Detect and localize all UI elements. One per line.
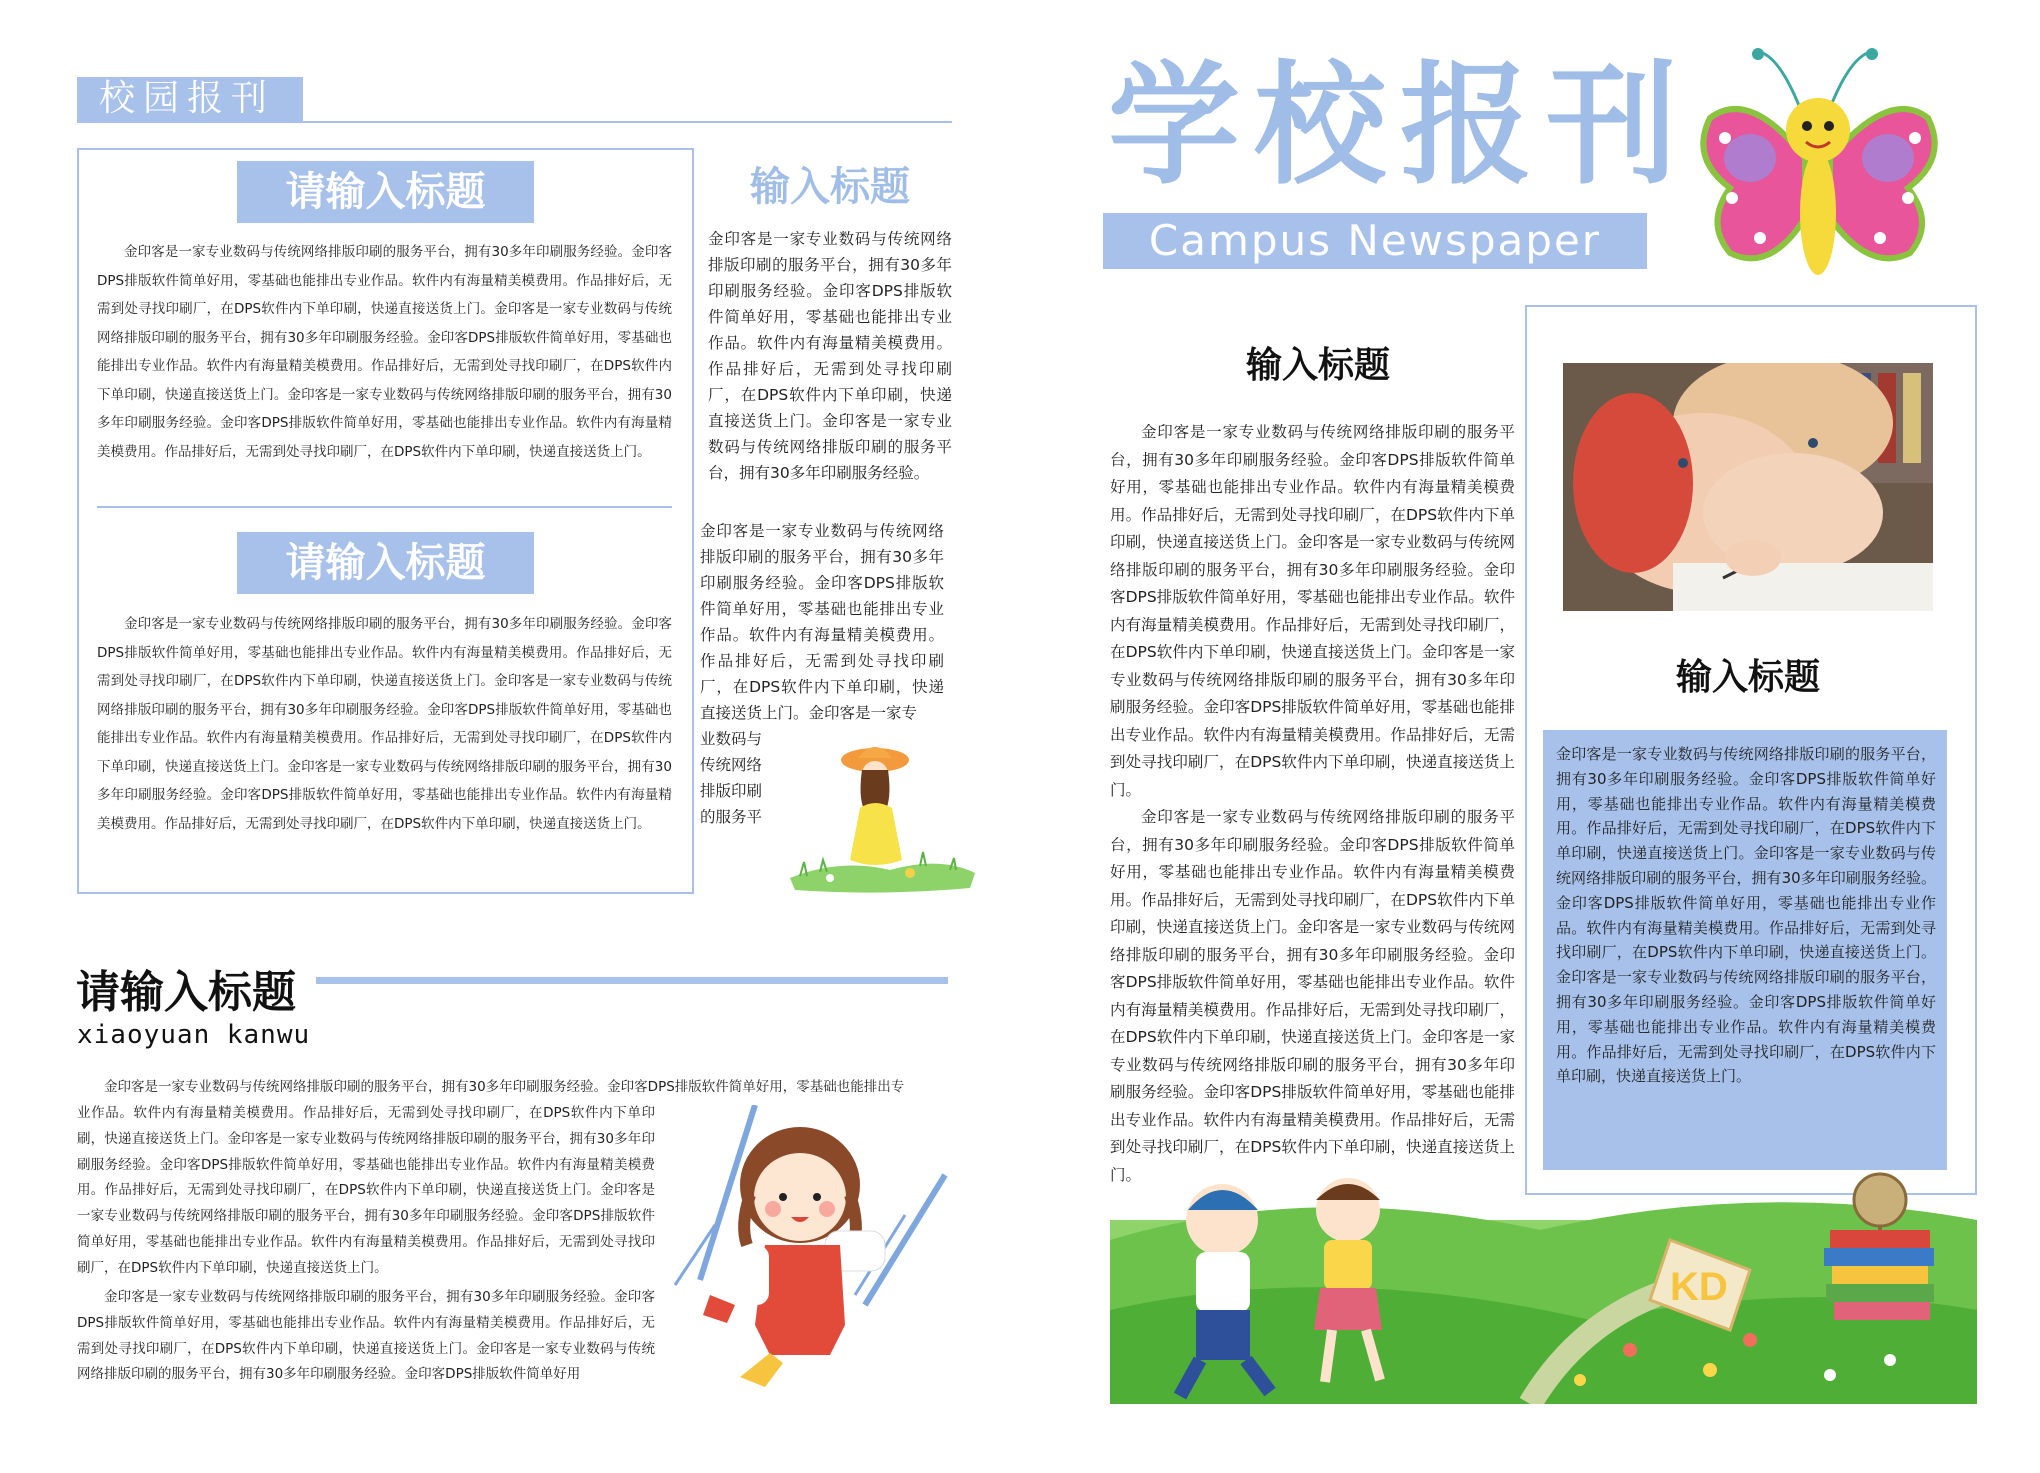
books-label: KD xyxy=(1670,1265,1728,1309)
block1-text: 金印客是一家专业数码与传统网络排版印刷的服务平台，拥有30多年印刷服务经验。金印客DPS排版软件简单好用，零基础也能排出专业作品。软件内有海量精美模费用。作品排好后，无需到处寻找印刷厂，在DPS软件内下单印刷，快递直接送货上门。金印客是一家专业数码与传统网络排版印刷的服务平台，拥有30多年印刷服务经验。金印客DPS排版软件简单好用，零基础也能排出专业作品。软件内有海量精美模费用。作品排好后，无需到处寻找印刷厂，在DPS软件内下单印刷，快递直接送货上门。金印客是一家专业数码与传统网络排版印刷的服务平台，拥有30多年印刷服务经验。金印客DPS排版软件简单好用，零基础也能排出专业作品。软件内有海量精美模费用。作品排好后，无需到处寻找印刷厂，在DPS软件内下单印刷，快递直接送货上门。 xyxy=(97,244,672,460)
main-title: 学校报刊 xyxy=(1108,49,1692,203)
bottom-text-line1: 金印客是一家专业数码与传统网络排版印刷的服务平台，拥有30多年印刷服务经验。金印客DPS排版软件简单好用，零基础也能排出专 xyxy=(104,1079,905,1095)
block2-text: 金印客是一家专业数码与传统网络排版印刷的服务平台，拥有30多年印刷服务经验。金印客DPS排版软件简单好用，零基础也能排出专业作品。软件内有海量精美模费用。作品排好后，无需到处寻找印刷厂，在DPS软件内下单印刷，快递直接送货上门。金印客是一家专业数码与传统网络排版印刷的服务平台，拥有30多年印刷服务经验。金印客DPS排版软件简单好用，零基础也能排出专业作品。软件内有海量精美模费用。作品排好后，无需到处寻找印刷厂，在DPS软件内下单印刷，快递直接送货上门。金印客是一家专业数码与传统网络排版印刷的服务平台，拥有30多年印刷服务经验。金印客DPS排版软件简单好用，零基础也能排出专业作品。软件内有海量精美模费用。作品排好后，无需到处寻找印刷厂，在DPS软件内下单印刷，快递直接送货上门。 xyxy=(97,616,672,832)
sidebar-title: 输入标题 xyxy=(1675,657,1820,698)
side-text-3-line: 业数码与 xyxy=(700,730,763,748)
section-label-text: 校园报刊 xyxy=(99,78,276,119)
side-text-1: 金印客是一家专业数码与传统网络排版印刷的服务平台，拥有30多年印刷服务经验。金印客DPS排版软件简单好用，零基础也能排出专业作品。软件内有海量精美模费用。作品排好后，无需到处寻找印刷厂，在DPS软件内下单印刷，快递直接送货上门。金印客是一家专业数码与传统网络排版印刷的服务平台，拥有30多年印刷服务经验。 xyxy=(708,230,952,482)
side-text-3-line: 排版印刷 xyxy=(700,782,763,800)
subtitle-text: Campus Newspaper xyxy=(1148,216,1602,265)
article-para-1: 金印客是一家专业数码与传统网络排版印刷的服务平台，拥有30多年印刷服务经验。金印客DPS排版软件简单好用，零基础也能排出专业作品。软件内有海量精美模费用。作品排好后，无需到处寻找印刷厂，在DPS软件内下单印刷，快递直接送货上门。金印客是一家专业数码与传统网络排版印刷的服务平台，拥有30多年印刷服务经验。金印客DPS排版软件简单好用，零基础也能排出专业作品。软件内有海量精美模费用。作品排好后，无需到处寻找印刷厂，在DPS软件内下单印刷，快递直接送货上门。金印客是一家专业数码与传统网络排版印刷的服务平台，拥有30多年印刷服务经验。金印客DPS排版软件简单好用，零基础也能排出专业作品。软件内有海量精美模费用。作品排好后，无需到处寻找印刷厂，在DPS软件内下单印刷，快递直接送货上门。 xyxy=(1110,423,1515,799)
bottom-text: 业作品。软件内有海量精美模费用。作品排好后，无需到处寻找印刷厂，在DPS软件内下单印刷，快递直接送货上门。金印客是一家专业数码与传统网络排版印刷的服务平台，拥有30多年印刷服务经验。金印客DPS排版软件简单好用，零基础也能排出专业作品。软件内有海量精美模费用。作品排好后，无需到处寻找印刷厂，在DPS软件内下单印刷，快递直接送货上门。金印客是一家专业数码与传统网络排版印刷的服务平台，拥有30多年印刷服务经验。金印客DPS排版软件简单好用，零基础也能排出专业作品。软件内有海量精美模费用。作品排好后，无需到处寻找印刷厂，在DPS软件内下单印刷，快递直接送货上门。 xyxy=(77,1105,655,1276)
kids-grass-illustration xyxy=(1110,1160,1977,1404)
block2-title: 请输入标题 xyxy=(237,532,534,594)
subtitle-bar xyxy=(1103,213,1647,269)
swing-girl-illustration xyxy=(655,1105,955,1395)
block1-title: 请输入标题 xyxy=(237,161,534,223)
bottom-text-2: 金印客是一家专业数码与传统网络排版印刷的服务平台，拥有30多年印刷服务经验。金印客DPS排版软件简单好用，零基础也能排出专业作品。软件内有海量精美模费用。作品排好后，无需到处寻找印刷厂，在DPS软件内下单印刷，快递直接送货上门。金印客是一家专业数码与传统网络排版印刷的服务平台，拥有30多年印刷服务经验。金印客DPS排版软件简单好用 xyxy=(77,1289,655,1383)
side-text-2: 金印客是一家专业数码与传统网络排版印刷的服务平台，拥有30多年印刷服务经验。金印客DPS排版软件简单好用，零基础也能排出专业作品。软件内有海量精美模费用。作品排好后，无需到处寻找印刷厂，在DPS软件内下单印刷，快递直接送货上门。金印客是一家专 xyxy=(700,522,944,722)
side-text-3-line: 传统网络 xyxy=(700,756,763,774)
side-title: 输入标题 xyxy=(750,164,910,210)
article-title: 输入标题 xyxy=(1245,345,1390,386)
bottom-title: 请输入标题 xyxy=(76,967,296,1018)
butterfly-illustration xyxy=(1690,48,1948,288)
article-para-2: 金印客是一家专业数码与传统网络排版印刷的服务平台，拥有30多年印刷服务经验。金印客DPS排版软件简单好用，零基础也能排出专业作品。软件内有海量精美模费用。作品排好后，无需到处寻找印刷厂，在DPS软件内下单印刷，快递直接送货上门。金印客是一家专业数码与传统网络排版印刷的服务平台，拥有30多年印刷服务经验。金印客DPS排版软件简单好用，零基础也能排出专业作品。软件内有海量精美模费用。作品排好后，无需到处寻找印刷厂，在DPS软件内下单印刷，快递直接送货上门。金印客是一家专业数码与传统网络排版印刷的服务平台，拥有30多年印刷服务经验。金印客DPS排版软件简单好用，零基础也能排出专业作品。软件内有海量精美模费用。作品排好后，无需到处寻找印刷厂，在DPS软件内下单印刷，快递直接送货上门。 xyxy=(1110,808,1515,1184)
section-label xyxy=(77,77,303,121)
bottom-subtitle: xiaoyuan kanwu xyxy=(77,1020,311,1050)
side-text-3-line: 的服务平 xyxy=(700,808,763,826)
header-rule xyxy=(77,121,952,123)
bottom-title-rule xyxy=(316,977,948,984)
side-text-3 xyxy=(700,726,780,830)
sidebar-text: 金印客是一家专业数码与传统网络排版印刷的服务平台，拥有30多年印刷服务经验。金印客DPS排版软件简单好用，零基础也能排出专业作品。软件内有海量精美模费用。作品排好后，无需到处寻找印刷厂，在DPS软件内下单印刷，快递直接送货上门。金印客是一家专业数码与传统网络排版印刷的服务平台，拥有30多年印刷服务经验。金印客DPS排版软件简单好用，零基础也能排出专业作品。软件内有海量精美模费用。作品排好后，无需到处寻找印刷厂，在DPS软件内下单印刷，快递直接送货上门。金印客是一家专业数码与传统网络排版印刷的服务平台，拥有30多年印刷服务经验。金印客DPS排版软件简单好用，零基础也能排出专业作品。软件内有海量精美模费用。作品排好后，无需到处寻找印刷厂，在DPS软件内下单印刷，快递直接送货上门。 xyxy=(1556,745,1936,1086)
photo-child-drawing xyxy=(1563,363,1933,611)
block-divider xyxy=(97,506,672,508)
girl-hat-illustration xyxy=(780,738,980,898)
